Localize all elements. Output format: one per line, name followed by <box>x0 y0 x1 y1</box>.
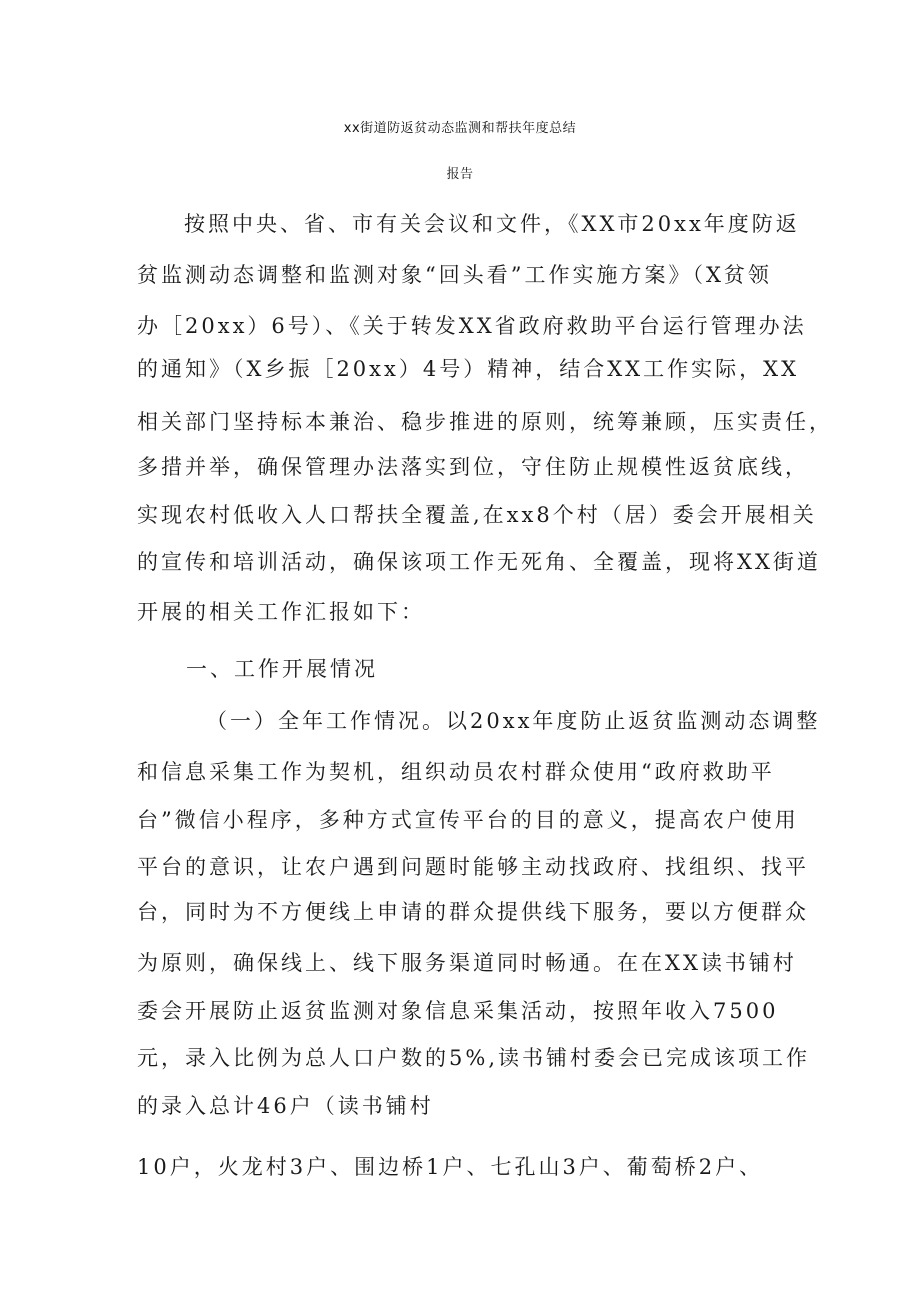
intro-paragraph-line: 按照中央、省、市有关会议和文件，《XX市20xx年度防返 <box>184 212 800 236</box>
body-paragraph-line: 的录入总计46户（读书铺村 <box>137 1094 434 1118</box>
intro-paragraph-line: 开展的相关工作汇报如下： <box>137 600 425 624</box>
body-paragraph-line: 元，录入比例为总人口户数的5%,读书铺村委会已完成该项工作 <box>137 1046 810 1070</box>
body-paragraph-line: （一）全年工作情况。以20xx年度防止返贫监测动态调整 <box>206 709 821 733</box>
body-paragraph-line: 和信息采集工作为契机，组织动员农村群众使用“政府救助平 <box>137 760 775 784</box>
section-heading: 一、工作开展情况 <box>186 657 378 681</box>
body-paragraph-line: 10户，火龙村3户、围边桥1户、七孔山3户、葡萄桥2户、 <box>137 1155 764 1179</box>
intro-paragraph-line: 的宣传和培训活动，确保该项工作无死角、全覆盖，现将XX街道 <box>137 550 821 574</box>
body-paragraph-line: 台”微信小程序，多种方式宣传平台的目的意义，提高农户使用 <box>137 808 799 832</box>
intro-paragraph-line: 办［20xx）6号）、《关于转发XX省政府救助平台运行管理办法 <box>137 314 807 338</box>
document-title-line-1: xx街道防返贫动态监测和帮扶年度总结 <box>343 121 577 136</box>
document-title-line-2: 报告 <box>446 167 474 182</box>
body-paragraph-line: 平台的意识，让农户遇到问题时能够主动找政府、找组织、找平 <box>137 855 809 879</box>
body-paragraph-line: 为原则，确保线上、线下服务渠道同时畅通。在在XX读书铺村 <box>137 951 797 975</box>
intro-paragraph-line: 的通知》（X乡振［20xx）4号）精神，结合XX工作实际，XX <box>137 357 800 381</box>
intro-paragraph-line: 实现农村低收入人口帮扶全覆盖,在xx8个村（居）委会开展相关 <box>137 503 817 527</box>
intro-paragraph-line: 多措并举，确保管理办法落实到位，守住防止规模性返贫底线， <box>137 455 809 479</box>
intro-paragraph-line: 相关部门坚持标本兼治、稳步推进的原则，统筹兼顾，压实责任， <box>137 410 833 434</box>
intro-paragraph-line: 贫监测动态调整和监测对象“回头看”工作实施方案》（X贫领 <box>137 263 772 287</box>
body-paragraph-line: 台，同时为不方便线上申请的群众提供线下服务，要以方便群众 <box>137 900 809 924</box>
body-paragraph-line: 委会开展防止返贫监测对象信息采集活动，按照年收入7500 <box>137 999 779 1023</box>
